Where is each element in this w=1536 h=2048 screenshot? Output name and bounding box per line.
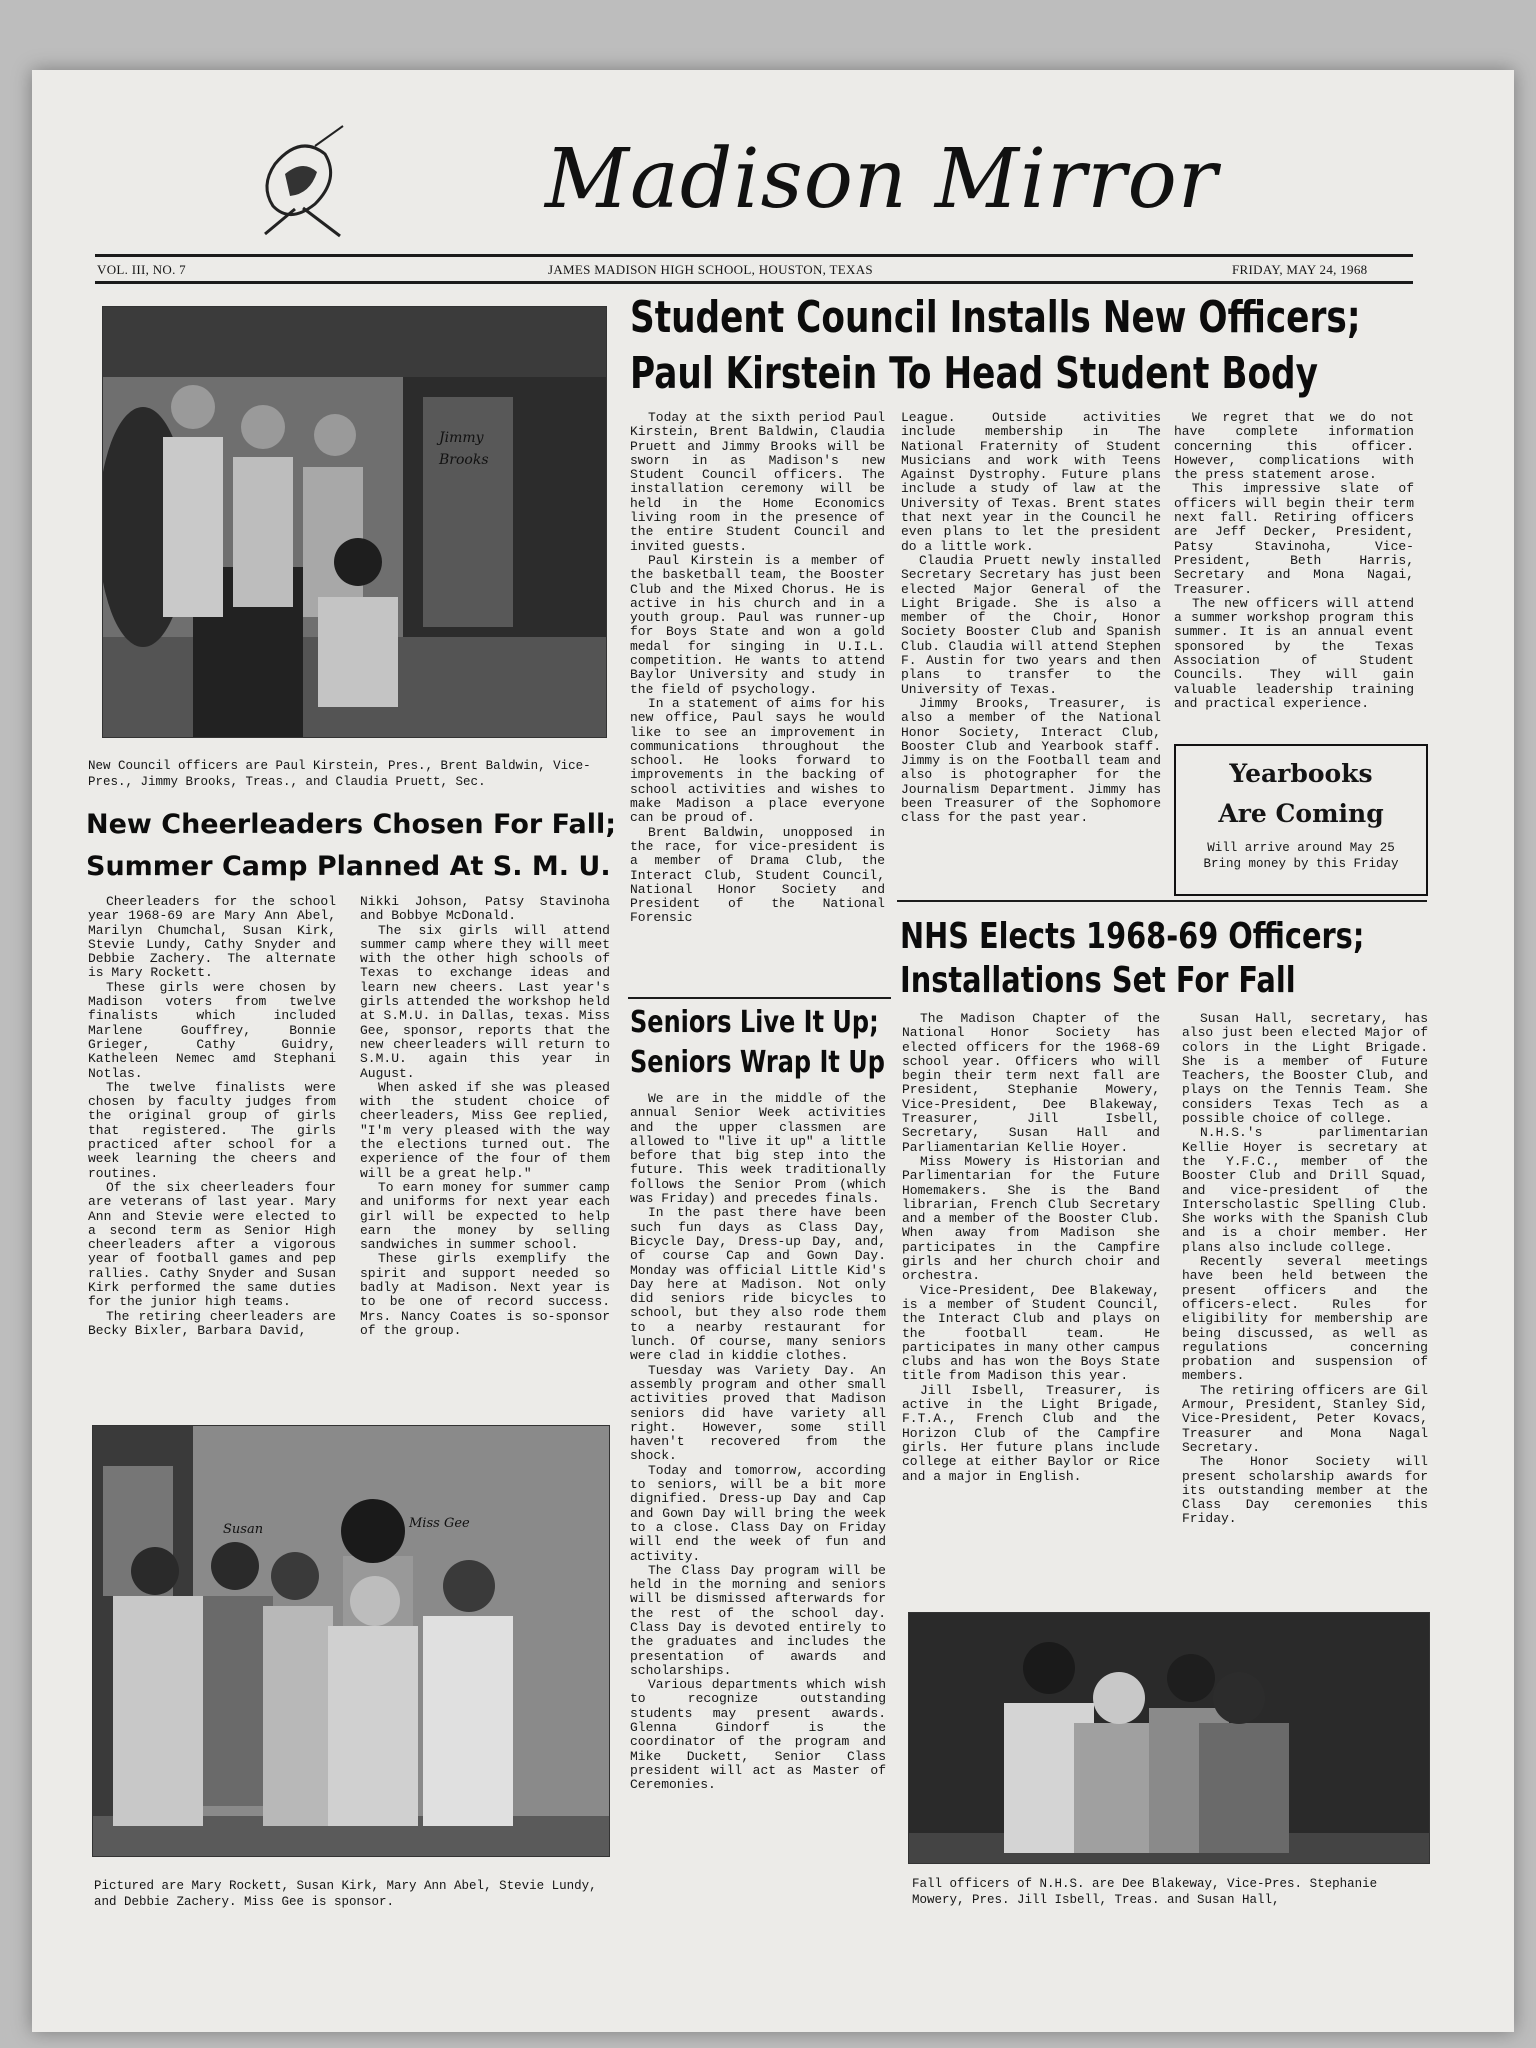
cheer-paragraph: When asked if she was pleased with the student choice of cheerleaders, Miss Gee replied, "I'm very pleased with the way the elections turned out. The experience of the four of them will be a great help." [360,1079,610,1181]
cheer-paragraph: The six girls will attend summer camp where they will meet with the other high schools of Texas to exchange ideas and learn new cheers. Last year's girls attended the workshop held at S.M.U. in Dallas, texas. Miss Gee, sponsor, reports that the new cheerleaders will return to S.M.U. again this year in August. [360,922,610,1081]
issue-date: FRIDAY, MAY 24, 1968 [1232,262,1368,277]
nhs-column-1 [902,1012,1160,1612]
cheer-paragraph: These girls exemplify the spirit and support needed so badly at Madison. Next year is to be one of record success. Mrs. Nancy Coates is so-sponsor of the group. [360,1251,610,1338]
school-name: JAMES MADISON HIGH SCHOOL, HOUSTON, TEXAS [548,262,873,277]
seniors-paragraph: We are in the middle of the annual Senior Week activities and the upper classmen are allowed to "live it up" a little before that big step into the future. This week traditionally follows the Senior Prom (which was Friday) and precedes finals. [630,1092,886,1207]
cheer-paragraph: The twelve finalists were chosen by faculty judges from the original group of girls that registered. The girls practiced after school for a week learning the cheers and routines. [88,1079,336,1181]
masthead-rule-top [95,254,1413,257]
nhs-paragraph: N.H.S.'s parlimentarian Kellie Hoyer is secretary at the Y.F.C., member of the Booster Club and Drill Squad, and vice-president of the Interscholastic Spelling Club. She works with the Spanish Club and is a choir member. Her plans also include college. [1182,1125,1428,1255]
cheer-column-2 [360,895,610,1405]
seniors-headline-2: Seniors Wrap It Up [630,1045,885,1080]
seniors-paragraph: In the past there have been such fun days as Class Day, Bicycle Day, Dress-up Day, and, of course Cap and Gown Day. Monday was official Little Kid's Day here at Madison. Not only did seniors ride bicycles to school, but they also rode them to a nearby restaurant for lunch. Of course, many seniors were clad in kiddie clothes. [630,1205,886,1364]
lead-paragraph: Paul Kirstein is a member of the basketball team, the Booster Club and the Mixed Chorus. He is active in his church and in a youth group. Paul was runner-up for Boys State and won a gold medal for singing in U.I.L. competition. He wants to attend Baylor University and study in the field of psychology. [630,552,885,697]
nhs-paragraph: Vice-President, Dee Blakeway, is a member of Student Council, the Interact Club and plays on the football team. He participates in many other campus clubs and has won the Boys State title from Madison this year. [902,1282,1160,1384]
nhs-paragraph: The retiring officers are Gil Armour, President, Stanley Sid, Vice-President, Peter Kovacs, Treasurer and Mona Nagal Secretary. [1182,1382,1428,1455]
nhs-paragraph: The Madison Chapter of the National Honor Society has elected officers for the 1968-69 school year. Officers who will begin their term next fall are President, Stephanie Mowery, Vice-President, Dee Blakeway, Treasurer, Jill Isbell, Secretary, Susan Hall and Parliamentarian Kellie Hoyer. [902,1012,1160,1155]
cheerleaders-photo-caption: Pictured are Mary Rockett, Susan Kirk, Mary Ann Abel, Stevie Lundy, and Debbie Zachery. Miss Gee is sponsor. [94,1879,597,1909]
swordfish-logo-icon [255,124,345,242]
cheerleaders-photo [92,1425,610,1857]
seniors-paragraph: Today and tomorrow, according to seniors, will be a bit more dignified. Dress-up Day and Cap and Gown Day will bring the week to a close. Class Day on Friday will end the week of fun and activity. [630,1462,886,1564]
photo-handwriting-miss-gee: Miss Gee [409,1516,470,1531]
cheer-paragraph: These girls were chosen by Madison voters from twelve finalists which included Marlene Gouffrey, Bonnie Grieger, Cathy Guidry, Katheleen Nemec amd Stephani Notlas. [88,979,336,1081]
nhs-paragraph: Susan Hall, secretary, has also just been elected Major of colors in the Light Brigade. She is a member of Future Teachers, the Booster Club, and plays on the Tennis Team. She considers Texas Tech as a possible choice of college. [1182,1012,1428,1127]
yearbook-box-title-2: Are Coming [1218,799,1384,828]
yearbook-box-title-1: Yearbooks [1229,759,1373,788]
lead-column-1 [630,411,885,995]
nhs-headline-1: NHS Elects 1968-69 Officers; [900,916,1365,957]
cheer-paragraph: Cheerleaders for the school year 1968-69 are Mary Ann Abel, Marilyn Chumchal, Susan Kirk, Stevie Lundy, Cathy Snyder and Debbie Zachery. The alternate is Mary Rockett. [88,895,336,981]
lead-column-2 [901,411,1161,896]
lead-paragraph: Brent Baldwin, unopposed in the race, for vice-president is a member of Drama Club, the Interact Club, Student Council, National Honor Society and President of the National Forensic [630,824,885,926]
lead-paragraph: Claudia Pruett newly installed Secretary Secretary has just been elected Major General of the Light Brigade. She is also a member of the Choir, Honor Society Booster Club and Spanish Club. Claudia will attend Stephen F. Austin for two years and then plans to transfer to the University of Texas. [901,552,1161,697]
cheer-headline-2: Summer Camp Planned At S. M. U. [86,851,611,882]
masthead-title: Madison Mirror [545,132,1219,227]
cheer-paragraph: Of the six cheerleaders four are veterans of last year. Mary Ann and Stevie were elected to a second term as Senior High cheerleaders after a vigorous year of football games and pep rallies. Cathy Snyder and Susan Kirk performed the same duties for the junior high teams. [88,1179,336,1310]
seniors-headline-1: Seniors Live It Up; [630,1005,879,1040]
lead-paragraph: This impressive slate of officers will begin their term next fall. Retiring officers are Jeff Decker, President, Patsy Stavinoha, Vice-President, Beth Harris, Secretary and Mona Nagai, Treasurer. [1174,481,1414,597]
seniors-rule [628,997,891,999]
nhs-paragraph: Recently several meetings have been held between the present officers and the officers-elect. Rules for eligibility for membership are being discussed, as well as regulations concerning probation and suspension of members. [1182,1254,1428,1384]
nhs-paragraph: Jill Isbell, Treasurer, is active in the Light Brigade, F.T.A., French Club and the Horizon Club of the Campfire girls. Her future plans include college at either Baylor or Rice and a major in English. [902,1382,1160,1484]
lead-paragraph: We regret that we do not have complete information concerning this officer. However, complications with the press statement arose. [1174,411,1414,483]
nhs-headline-2: Installations Set For Fall [900,960,1296,1001]
nhs-photo-caption: Fall officers of N.H.S. are Dee Blakeway, Vice-Pres. Stephanie Mowery, Pres. Jill Isbell, Treas. and Susan Hall, [912,1877,1378,1907]
masthead-rule-bottom [95,281,1413,284]
volume-number: VOL. III, NO. 7 [97,262,186,277]
cheer-headline-1: New Cheerleaders Chosen For Fall; [86,809,617,840]
cheer-column-1 [88,895,336,1405]
photo-handwriting-susan: Susan [223,1522,264,1537]
seniors-column [630,1092,886,1917]
seniors-paragraph: Various departments which wish to recognize outstanding students may present awards. Glenna Gindorf is the coordinator of the program and Mike Duckett, Senior Class president will act as Master of Ceremonies. [630,1677,886,1793]
lead-headline-1: Student Council Installs New Officers; [630,292,1361,343]
council-officers-photo [102,306,607,738]
photo-handwriting: Jimmy Brooks [439,430,489,468]
lead-paragraph: In a statement of aims for his new office, Paul says he would like to see an improvement in communications throughout the school. He looks forward to improvements in the backing of school activities and wishes to make Madison a place everyone can be proud of. [630,695,885,826]
lead-headline-2: Paul Kirstein To Head Student Body [630,348,1318,399]
cheer-paragraph: The retiring cheerleaders are Becky Bixler, Barbara David, [88,1308,336,1338]
cheer-paragraph: Nikki Johson, Patsy Stavinoha and Bobbye McDonald. [360,895,610,924]
yearbook-notice-box [1174,744,1428,896]
council-photo-caption: New Council officers are Paul Kirstein, Pres., Brent Baldwin, Vice-Pres., Jimmy Brooks, Treas., and Claudia Pruett, Sec. [88,759,591,789]
lead-paragraph: League. Outside activities include membership in The National Fraternity of Student Musicians and work with Teens Against Dystrophy. Future plans include a study of law at the University of Texas. Brent states that next year in the Council he even plans to let the president do a little work. [901,411,1161,554]
lead-paragraph: The new officers will attend a summer workshop program this summer. It is an annual event sponsored by the Texas Association of Student Councils. They will gain valuable leadership training and practical experience. [1174,595,1414,711]
nhs-paragraph: Miss Mowery is Historian and Parlimentarian for the Future Homemakers. She is the Band librarian, French Club Secretary and a member of the Booster Club. When away from Madison she participates in the Campfire girls and her church choir and orchestra. [902,1153,1160,1284]
lead-paragraph: Today at the sixth period Paul Kirstein, Brent Baldwin, Claudia Pruett and Jimmy Brooks will be sworn in as Madison's new Student Council officers. The installation ceremony will be held in the Home Economics living room in the presence of the entire Student Council and invited guests. [630,411,885,554]
yearbook-box-line-2: Bring money by this Friday [1203,857,1399,871]
section-rule [897,900,1427,902]
yearbook-box-line-1: Will arrive around May 25 [1207,841,1395,855]
seniors-paragraph: Tuesday was Variety Day. An assembly program and other small activities proved that Madison seniors did have variety all right. However, some still haven't recovered from the shock. [630,1362,886,1464]
nhs-column-2 [1182,1012,1428,1612]
nhs-paragraph: The Honor Society will present scholarship awards for its outstanding member at the Class Day ceremonies this Friday. [1182,1454,1428,1527]
lead-column-3 [1174,411,1414,746]
cheer-paragraph: To earn money for summer camp and uniforms for next year each girl will be expected to help earn the money by selling sandwiches in summer school. [360,1179,610,1253]
lead-paragraph: Jimmy Brooks, Treasurer, is also a member of the National Honor Society, Interact Club, Booster Club and Yearbook staff. Jimmy is on the Football team and also is photographer for the Journalism Department. Jimmy has been Treasurer of the Sophomore class for the past year. [901,695,1161,826]
seniors-paragraph: The Class Day program will be held in the morning and seniors will be dismissed afterwards for the rest of the school day. Class Day is devoted entirely to the graduates and includes the presentation of awards and scholarships. [630,1562,886,1678]
nhs-officers-photo [908,1612,1430,1864]
